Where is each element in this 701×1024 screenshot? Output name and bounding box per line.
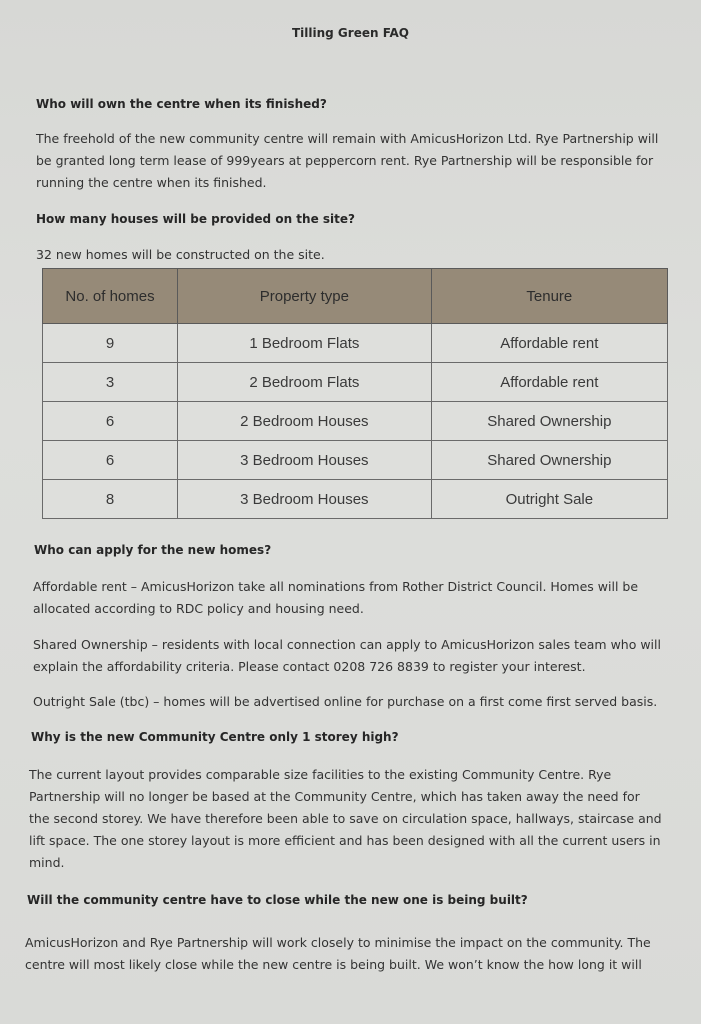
paragraph-line: running the centre when its finished. [36,175,267,190]
page-title: Tilling Green FAQ [291,26,410,40]
table-cell: 3 Bedroom Houses [178,441,432,480]
table-row [43,363,668,402]
table-header-cell: Tenure [431,269,667,324]
question-apply: Who can apply for the new homes? [34,543,272,557]
table-row [43,441,668,480]
paragraph-shared [33,634,661,678]
question-ownership: Who will own the centre when its finished? [36,97,327,111]
table-cell: 1 Bedroom Flats [178,324,432,363]
table-cell: 6 [43,402,178,441]
paragraph-line: The freehold of the new community centre will remain with AmicusHorizon Ltd. Rye Partnership will [36,131,659,146]
paragraph-outright: Outright Sale (tbc) – homes will be advertised online for purchase on a first come first served basis. [33,694,658,709]
question-close: Will the community centre have to close while the new one is being built? [27,893,528,907]
table-cell: 9 [43,324,178,363]
table-cell: Shared Ownership [431,441,667,480]
paragraph-affordable [33,576,638,620]
table-cell: Affordable rent [431,324,667,363]
table-cell: Outright Sale [431,480,667,519]
table-cell: 2 Bedroom Houses [178,402,432,441]
paragraph-line: lift space. The one storey layout is more efficient and has been designed with all the current users in [29,833,661,848]
question-houses: How many houses will be provided on the site? [36,212,355,226]
question-storey: Why is the new Community Centre only 1 storey high? [31,730,399,744]
paragraph-line: the second storey. We have therefore been able to save on circulation space, hallways, staircase and [29,811,662,826]
paragraph-line: AmicusHorizon and Rye Partnership will work closely to minimise the impact on the community. The [25,935,651,950]
paragraph-line: Partnership will no longer be based at the Community Centre, which has taken away the need for [29,789,640,804]
table-row [43,402,668,441]
table-cell: 3 Bedroom Houses [178,480,432,519]
paragraph-ownership [36,128,658,194]
table-row [43,480,668,519]
table-cell: 3 [43,363,178,402]
table-header-cell: No. of homes [43,269,178,324]
paragraph-line: Affordable rent – AmicusHorizon take all nominations from Rother District Council. Homes will be [33,579,639,594]
paragraph-storey [29,764,662,874]
table-cell: 2 Bedroom Flats [178,363,432,402]
table-row [43,324,668,363]
table-cell: 8 [43,480,178,519]
table-cell: Affordable rent [431,363,667,402]
paragraph-line: centre will most likely close while the new centre is being built. We won’t know the how long it will [25,957,642,972]
paragraph-line: Shared Ownership – residents with local connection can apply to AmicusHorizon sales team who will [33,637,661,652]
homes-table [42,268,668,519]
paragraph-close [25,932,651,976]
table-header-cell: Property type [178,269,432,324]
paragraph-houses: 32 new homes will be constructed on the site. [36,247,325,262]
paragraph-line: The current layout provides comparable size facilities to the existing Community Centre. Rye [29,767,612,782]
paragraph-line: mind. [29,855,65,870]
table-cell: Shared Ownership [431,402,667,441]
paragraph-line: be granted long term lease of 999years at peppercorn rent. Rye Partnership will be responsible for [36,153,654,168]
table-cell: 6 [43,441,178,480]
paragraph-line: explain the affordability criteria. Please contact 0208 726 8839 to register your interest. [33,659,586,674]
table-header-row [43,269,668,324]
paragraph-line: allocated according to RDC policy and housing need. [33,601,364,616]
